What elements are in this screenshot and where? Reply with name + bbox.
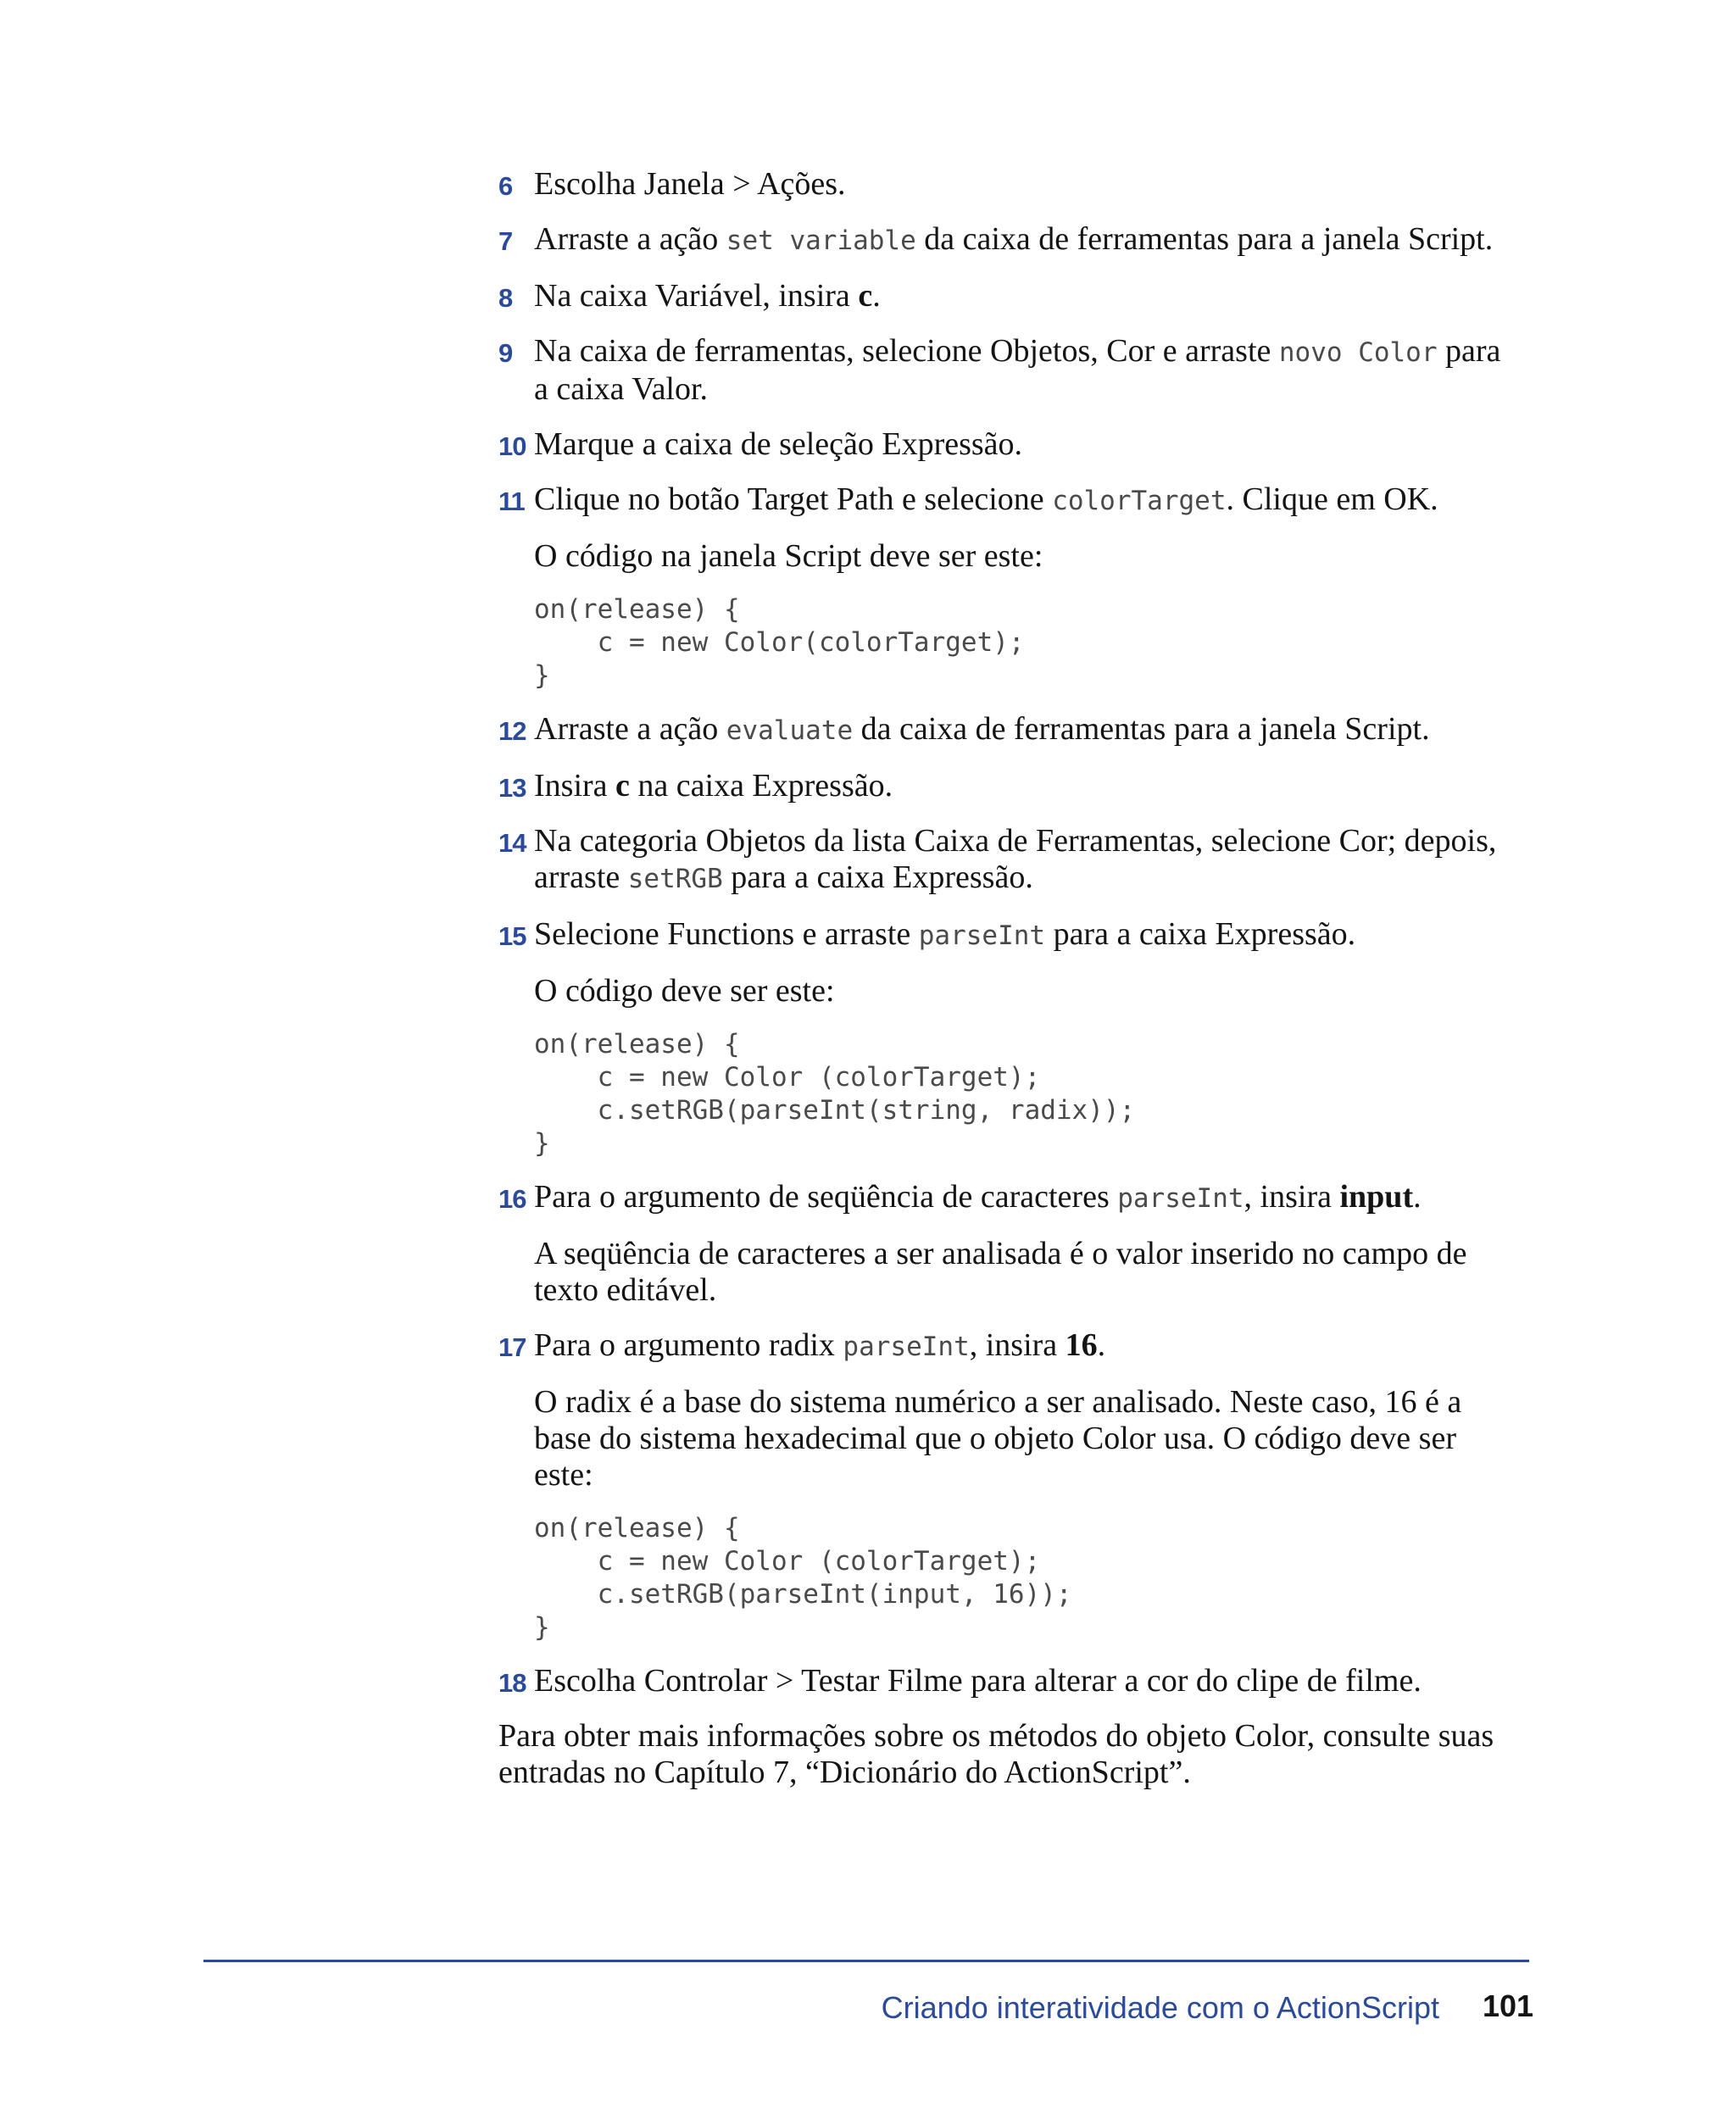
step-10 <box>498 426 1507 463</box>
footer-rule <box>203 1960 1529 1962</box>
step-number: 18 <box>498 1668 526 1698</box>
step-9 <box>498 333 1507 408</box>
step-text: Na caixa de ferramentas, selecione Objetos, Cor e arraste <box>534 333 1279 369</box>
step-text: Na caixa Variável, insira <box>534 278 859 314</box>
step-16 <box>498 1179 1507 1217</box>
inline-code: parseInt <box>918 920 1046 951</box>
step-text: Escolha Controlar > Testar Filme para alterar a cor do clipe de filme. <box>534 1663 1422 1699</box>
step-14 <box>498 823 1507 898</box>
note-paragraph: O código na janela Script deve ser este: <box>534 538 1043 574</box>
step-text: Clique no botão Target Path e selecione <box>534 481 1053 517</box>
step-number: 13 <box>498 773 526 803</box>
step-12 <box>498 711 1507 749</box>
step-text: . <box>1413 1179 1422 1215</box>
step-8 <box>498 278 1507 314</box>
step-text: na caixa Expressão. <box>629 768 893 804</box>
bold-term: 16 <box>1065 1327 1098 1363</box>
step-number: 16 <box>498 1184 526 1214</box>
step-text: . Clique em OK. <box>1226 481 1438 517</box>
step-text: Arraste a ação <box>534 711 726 747</box>
step-text: para a caixa Valor. <box>534 333 1501 407</box>
step-6 <box>498 166 1507 203</box>
step-number: 11 <box>498 487 525 516</box>
inline-code: parseInt <box>1117 1183 1244 1214</box>
inline-code: colorTarget <box>1052 486 1227 516</box>
inline-code: evaluate <box>726 715 854 746</box>
inline-code: set variable <box>726 225 916 256</box>
bold-term: c <box>615 768 630 804</box>
step-text: , insira <box>969 1327 1066 1363</box>
document-body <box>498 166 1507 1810</box>
step-text: da caixa de ferramentas para a janela Script. <box>915 221 1494 257</box>
step-text: . <box>1097 1327 1106 1363</box>
step-text: Marque a caixa de seleção Expressão. <box>534 426 1023 462</box>
step-number: 9 <box>498 338 513 368</box>
bold-term: input <box>1339 1179 1414 1215</box>
inline-code: setRGB <box>627 864 723 894</box>
inline-code: novo Color <box>1278 337 1438 368</box>
step-text: Para o argumento radix <box>534 1327 843 1363</box>
step-text: Insira <box>534 768 616 804</box>
step-number: 17 <box>498 1332 526 1362</box>
step-number: 10 <box>498 431 526 461</box>
step-text: para a caixa Expressão. <box>1045 916 1356 952</box>
step-text: Para o argumento de seqüência de caracteres <box>534 1179 1118 1215</box>
step-text: Selecione Functions e arraste <box>534 916 919 952</box>
note-paragraph: O código deve ser este: <box>534 973 835 1009</box>
step-text: . <box>872 278 881 314</box>
note-paragraph: A seqüência de caracteres a ser analisada é o valor inserido no campo de texto editável. <box>534 1236 1467 1308</box>
step-text: Na categoria Objetos da lista Caixa de Ferramentas, selecione Cor; depois, arraste <box>534 823 1497 895</box>
step-text: , insira <box>1244 1179 1340 1215</box>
step-number: 6 <box>498 171 513 201</box>
closing-paragraph: Para obter mais informações sobre os métodos do objeto Color, consulte suas entradas no Capítulo 7, “Dicionário do ActionScript”. <box>498 1718 1494 1790</box>
step-number: 14 <box>498 828 526 858</box>
step-number: 7 <box>498 226 513 256</box>
step-18 <box>498 1663 1507 1699</box>
code-block: on(release) { c = new Color (colorTarget); c.setRGB(parseInt(input, 16)); } <box>534 1513 1072 1643</box>
bold-term: c <box>858 278 873 314</box>
step-text: para a caixa Expressão. <box>722 859 1033 895</box>
step-number: 15 <box>498 921 526 951</box>
step-text: Escolha Janela > Ações. <box>534 166 846 202</box>
step-13 <box>498 768 1507 804</box>
inline-code: parseInt <box>843 1332 970 1362</box>
step-15 <box>498 916 1507 954</box>
step-text: Arraste a ação <box>534 221 726 257</box>
step-text: da caixa de ferramentas para a janela Script. <box>853 711 1430 747</box>
note-paragraph: O radix é a base do sistema numérico a ser analisado. Neste caso, 16 é a base do sistema hexadecimal que o objeto Color usa. O código deve ser este: <box>534 1384 1462 1493</box>
step-number: 12 <box>498 716 526 746</box>
code-block: on(release) { c = new Color (colorTarget); c.setRGB(parseInt(string, radix)); } <box>534 1029 1136 1159</box>
step-7 <box>498 221 1507 259</box>
code-block: on(release) { c = new Color(colorTarget); } <box>534 594 1025 691</box>
step-number: 8 <box>498 283 513 313</box>
step-11 <box>498 481 1507 520</box>
page-number: 101 <box>1483 1988 1534 2023</box>
footer-chapter-title: Criando interatividade com o ActionScript <box>881 1990 1439 2025</box>
step-17 <box>498 1327 1507 1365</box>
